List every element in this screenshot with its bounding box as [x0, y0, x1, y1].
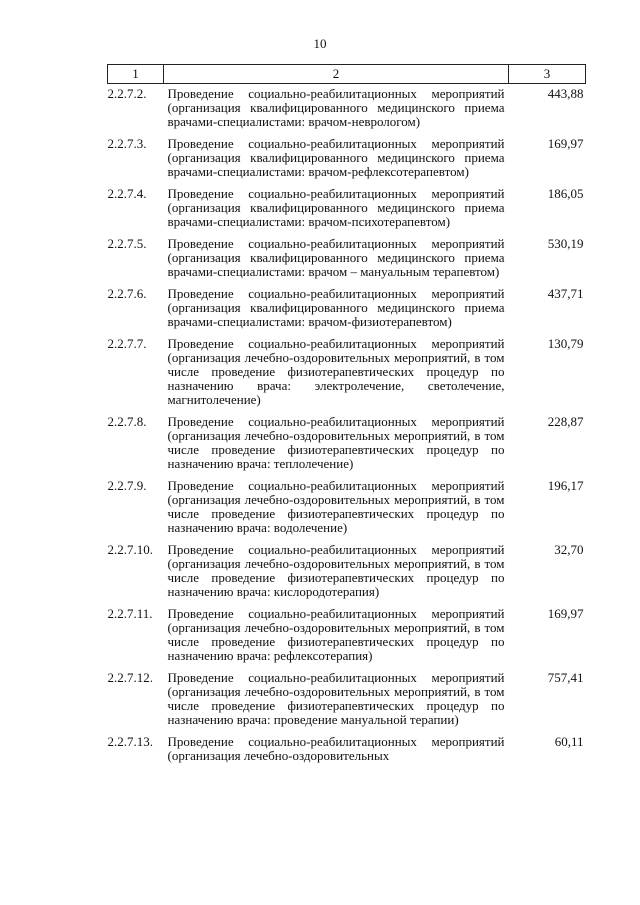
row-price: 530,19 — [547, 236, 584, 251]
row-code: 2.2.7.2. — [107, 86, 147, 101]
table-row — [108, 329, 586, 407]
row-description: Проведение социально-реабилитационных мероприятий (организация квалифицированного медицинского приема врачами-специалистами: врачом-физиотерапевтом) — [167, 286, 505, 329]
table-row — [108, 471, 586, 535]
row-description: Проведение социально-реабилитационных мероприятий (организация квалифицированного медицинского приема врачами-специалистами: врачом-неврологом) — [167, 86, 505, 129]
row-code: 2.2.7.10. — [107, 542, 153, 557]
table-body — [108, 84, 586, 764]
table-row — [108, 84, 586, 130]
table-row — [108, 663, 586, 727]
page-number: 10 — [313, 36, 327, 51]
table-row — [108, 129, 586, 179]
row-description: Проведение социально-реабилитационных мероприятий (организация лечебно-оздоровительных мероприятий, в том числе проведение физиотерапевтических процедур по назначению врача: водолечение) — [167, 478, 505, 535]
row-code: 2.2.7.5. — [107, 236, 147, 251]
table-row — [108, 179, 586, 229]
table-row — [108, 407, 586, 471]
row-price: 437,71 — [547, 286, 584, 301]
column-header-3: 3 — [509, 65, 586, 84]
row-code: 2.2.7.11. — [107, 606, 153, 621]
table-row — [108, 229, 586, 279]
row-price: 196,17 — [547, 478, 584, 493]
column-header-1: 1 — [108, 65, 164, 84]
row-price: 228,87 — [547, 414, 584, 429]
row-code: 2.2.7.3. — [107, 136, 147, 151]
row-price: 169,97 — [547, 136, 584, 151]
row-code: 2.2.7.6. — [107, 286, 147, 301]
row-description: Проведение социально-реабилитационных мероприятий (организация лечебно-оздоровительных мероприятий, в том числе проведение физиотерапевтических процедур по назначению врача: теплолечение) — [167, 414, 505, 471]
row-price: 186,05 — [547, 186, 584, 201]
table-header — [108, 65, 586, 84]
row-price: 169,97 — [547, 606, 584, 621]
table-row — [108, 279, 586, 329]
row-price: 130,79 — [547, 336, 584, 351]
row-price: 60,11 — [554, 734, 584, 749]
row-description: Проведение социально-реабилитационных мероприятий (организация квалифицированного медицинского приема врачами-специалистами: врачом – мануальным терапевтом) — [167, 236, 505, 279]
row-code: 2.2.7.7. — [107, 336, 147, 351]
row-description: Проведение социально-реабилитационных мероприятий (организация лечебно-оздоровительных мероприятий, в том числе проведение физиотерапевтических процедур по назначению врача: кислородотерапия) — [167, 542, 505, 599]
row-code: 2.2.7.13. — [107, 734, 153, 749]
row-description: Проведение социально-реабилитационных мероприятий (организация лечебно-оздоровительных — [167, 734, 505, 763]
row-description: Проведение социально-реабилитационных мероприятий (организация лечебно-оздоровительных мероприятий, в том числе проведение физиотерапевтических процедур по назначению врача: рефлексотерапия) — [167, 606, 505, 663]
column-header-2: 2 — [164, 65, 509, 84]
row-description: Проведение социально-реабилитационных мероприятий (организация лечебно-оздоровительных мероприятий, в том числе проведение физиотерапевтических процедур по назначению врача: электролечение, светолечение, магнитолечение) — [167, 336, 505, 407]
row-code: 2.2.7.8. — [107, 414, 147, 429]
table-header-row — [108, 65, 586, 84]
table-row — [108, 599, 586, 663]
row-price: 757,41 — [547, 670, 584, 685]
row-code: 2.2.7.9. — [107, 478, 147, 493]
row-code: 2.2.7.4. — [107, 186, 147, 201]
tariff-table — [107, 64, 586, 763]
row-description: Проведение социально-реабилитационных мероприятий (организация лечебно-оздоровительных мероприятий, в том числе проведение физиотерапевтических процедур по назначению врача: проведение мануальной терапии) — [167, 670, 505, 727]
row-description: Проведение социально-реабилитационных мероприятий (организация квалифицированного медицинского приема врачами-специалистами: врачом-психотерапевтом) — [167, 186, 505, 229]
row-price: 32,70 — [554, 542, 584, 557]
row-price: 443,88 — [547, 86, 584, 101]
row-code: 2.2.7.12. — [107, 670, 153, 685]
table-row — [108, 535, 586, 599]
row-description: Проведение социально-реабилитационных мероприятий (организация квалифицированного медицинского приема врачами-специалистами: врачом-рефлексотерапевтом) — [167, 136, 505, 179]
table-row — [108, 727, 586, 763]
